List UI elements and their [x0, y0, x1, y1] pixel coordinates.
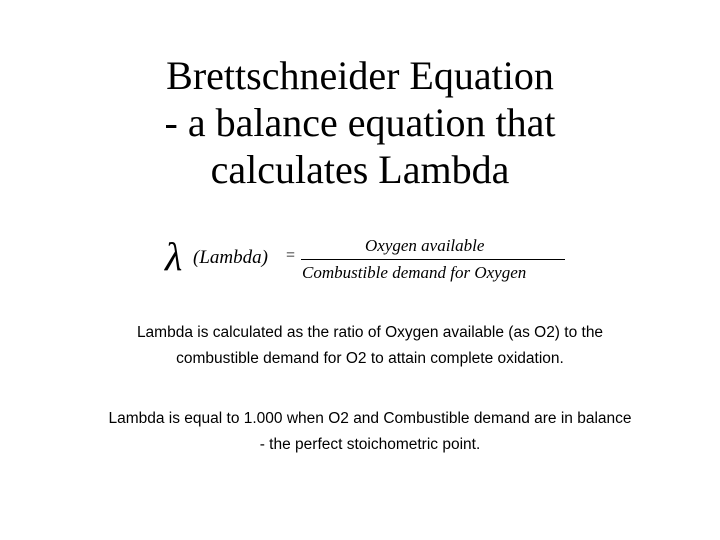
- equation-denominator: Combustible demand for Oxygen: [302, 263, 527, 282]
- balance-line-2: - the perfect stoichometric point.: [259, 436, 481, 453]
- explanation-line-2: combustible demand for O2 to attain complete oxidation.: [176, 350, 564, 367]
- balance-paragraph: [60, 406, 680, 458]
- fraction-bar: [301, 259, 565, 260]
- explanation-paragraph: [90, 320, 650, 372]
- balance-line-1: Lambda is equal to 1.000 when O2 and Combustible demand are in balance: [108, 410, 632, 427]
- title-line-1: Brettschneider Equation: [166, 53, 554, 98]
- title-line-2: - a balance equation that: [164, 100, 556, 145]
- title-line-3: calculates Lambda: [210, 147, 510, 192]
- slide-title: [60, 52, 660, 193]
- equation-numerator: Oxygen available: [365, 236, 485, 255]
- explanation-line-1: Lambda is calculated as the ratio of Oxygen available (as O2) to the: [136, 324, 604, 341]
- lambda-equation: [165, 232, 575, 290]
- equals-sign: =: [286, 247, 296, 264]
- lambda-symbol: λ: [165, 234, 183, 279]
- equation-lhs: (Lambda): [193, 247, 268, 268]
